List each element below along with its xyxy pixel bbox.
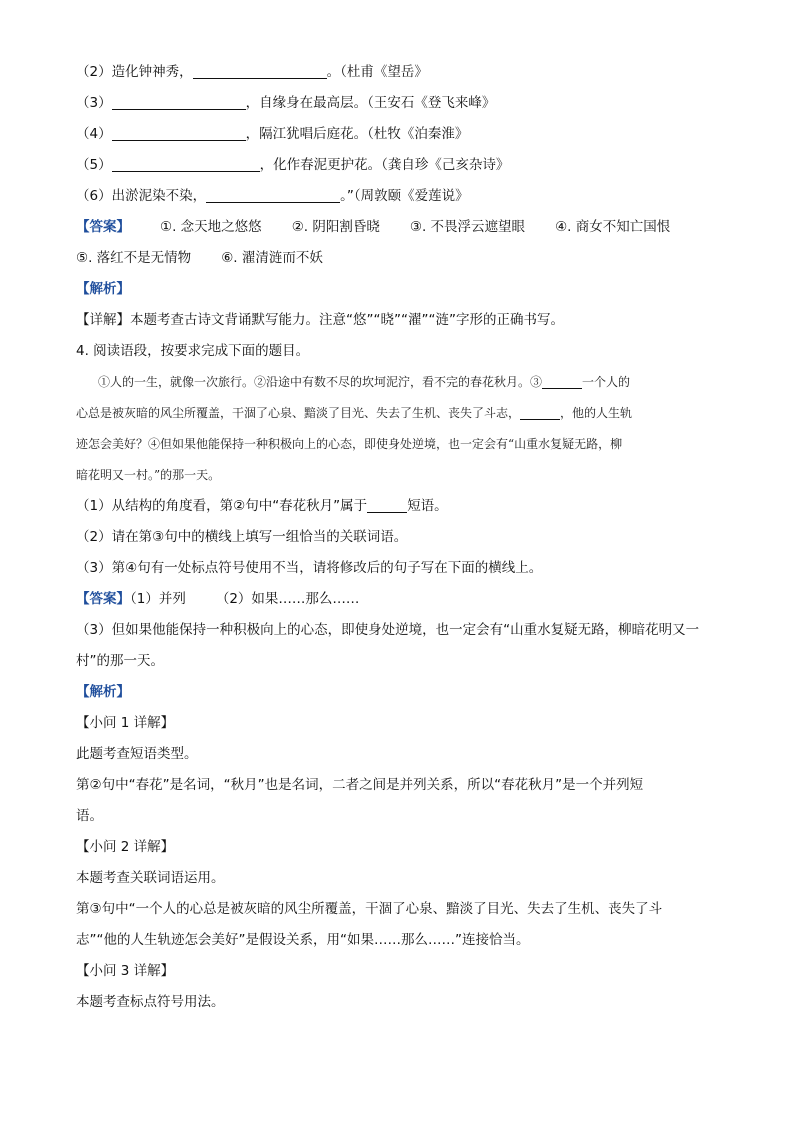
analysis-heading [76,279,726,299]
passage-line-2 [76,403,726,423]
detail-heading-1 [76,713,726,733]
analysis-detail [76,310,726,330]
item-source: ，隔江犹唱后庭花。（杜牧《泊秦淮》 [245,126,469,142]
answer-row-1 [76,217,726,237]
document-page [76,62,726,1023]
item-source: 。（杜甫《望岳》 [326,64,428,80]
question-item-3 [76,93,726,113]
subquestion-3 [76,558,726,578]
passage-text: 暗花明又一村。”的那一天。 [76,468,221,482]
passage-text: 迹怎会美好？④但如果他能保持一种积极向上的心态，即使身处逆境，也一定会有“山重水复疑无路，柳 [76,437,623,451]
answer-blank [112,95,246,110]
question-4-title [76,341,726,361]
detail-text: 志”“他的人生轨迹怎会美好”是假设关系，用“如果……那么……”连接恰当。 [76,932,530,948]
answer-item: ③. 不畏浮云遮望眼 [409,219,526,235]
analysis-text: 【详解】本题考查古诗文背诵默写能力。注意“悠”“晓”“濯”“涟”字形的正确书写。 [76,312,564,328]
item-text: （2）造化钟神秀， [76,64,193,80]
answer-item: 村”的那一天。 [76,653,164,669]
answer-blank [367,498,407,513]
detail-text: 语。 [76,808,103,824]
detail-heading: 【小问 2 详解】 [76,839,175,855]
item-source: ，化作春泥更护花。（龚自珍《己亥杂诗》 [259,157,510,173]
analysis-tag: 【解析】 [76,684,130,700]
subquestion-text: 短语。 [407,498,448,514]
detail-text: 第③句中“一个人的心总是被灰暗的风尘所覆盖，干涸了心泉、黯淡了目光、失去了生机、丧失了斗 [76,901,663,917]
answer-item: ⑥. 濯清涟而不妖 [221,250,323,266]
detail-text-2c [76,930,726,950]
passage-line-3 [76,434,726,454]
item-source: 。”（周敦颐《爱莲说》 [340,188,469,204]
passage-blank [520,405,560,420]
subquestion-1 [76,496,726,516]
detail-text: 第②句中“春花”是名词，“秋月”也是名词，二者之间是并列关系，所以“春花秋月”是一个并列短 [76,777,644,793]
subquestion-text: （1）从结构的角度看，第②句中“春花秋月”属于 [76,498,368,514]
passage-text: ，他的人生轨 [560,406,633,420]
item-source: ，自缘身在最高层。（王安石《登飞来峰》 [245,95,496,111]
detail-text: 此题考查短语类型。 [76,746,198,762]
passage-line-1 [76,372,726,392]
question-item-4 [76,124,726,144]
answer-item: ④. 商女不知亡国恨 [555,219,671,235]
subquestion-text: （2）请在第③句中的横线上填写一组恰当的关联词语。 [76,529,408,545]
analysis-heading-2 [76,682,726,702]
answer-blank [112,157,260,172]
item-text: （6）出淤泥染不染， [76,188,207,204]
passage-text: 一个人的 [582,375,631,389]
answer-tag: 【答案】 [76,219,130,235]
answer-blank [112,126,246,141]
answer-blank [193,64,327,79]
subquestion-text: （3）第④句有一处标点符号使用不当，请将修改后的句子写在下面的横线上。 [76,560,543,576]
detail-text: 本题考查关联词语运用。 [76,870,225,886]
detail-heading-3 [76,961,726,981]
answer-item: ②. 阴阳割昏晓 [291,219,380,235]
passage-text: ①人的一生，就像一次旅行。②沿途中有数不尽的坎坷泥泞，看不完的春花秋月。③ [98,375,543,389]
detail-heading-2 [76,837,726,857]
detail-text-1a [76,744,726,764]
answer-item: （2）如果……那么…… [215,591,360,607]
answer-item: ①. 念天地之悠悠 [160,219,262,235]
detail-text-1c [76,806,726,826]
detail-heading: 【小问 3 详解】 [76,963,175,979]
subquestion-2 [76,527,726,547]
question-item-5 [76,155,726,175]
detail-text-3a [76,992,726,1012]
answer-tag: 【答案】 [76,591,130,607]
question-item-6 [76,186,726,206]
answer-blank [206,188,340,203]
detail-text-2b [76,899,726,919]
passage-text: 心总是被灰暗的风尘所覆盖，干涸了心泉、黯淡了目光、失去了生机、丧失了斗志， [76,406,521,420]
answer-row-q4-3a [76,620,726,640]
answer-row-2 [76,248,726,268]
item-text: （3） [76,95,112,111]
detail-text-1b [76,775,726,795]
question-item-2 [76,62,726,82]
analysis-tag: 【解析】 [76,281,130,297]
detail-text-2a [76,868,726,888]
answer-item: （1）并列 [130,591,186,607]
passage-line-4 [76,465,726,485]
answer-item: （3）但如果他能保持一种积极向上的心态，即使身处逆境，也一定会有“山重水复疑无路，柳暗花明又一 [76,622,700,638]
answer-row-q4-3b [76,651,726,671]
answer-row-q4 [76,589,726,609]
answer-item: ⑤. 落红不是无情物 [76,250,192,266]
detail-text: 本题考查标点符号用法。 [76,994,225,1010]
detail-heading: 【小问 1 详解】 [76,715,175,731]
question-title: 4. 阅读语段，按要求完成下面的题目。 [76,343,310,359]
item-text: （4） [76,126,112,142]
passage-blank [542,374,582,389]
item-text: （5） [76,157,112,173]
